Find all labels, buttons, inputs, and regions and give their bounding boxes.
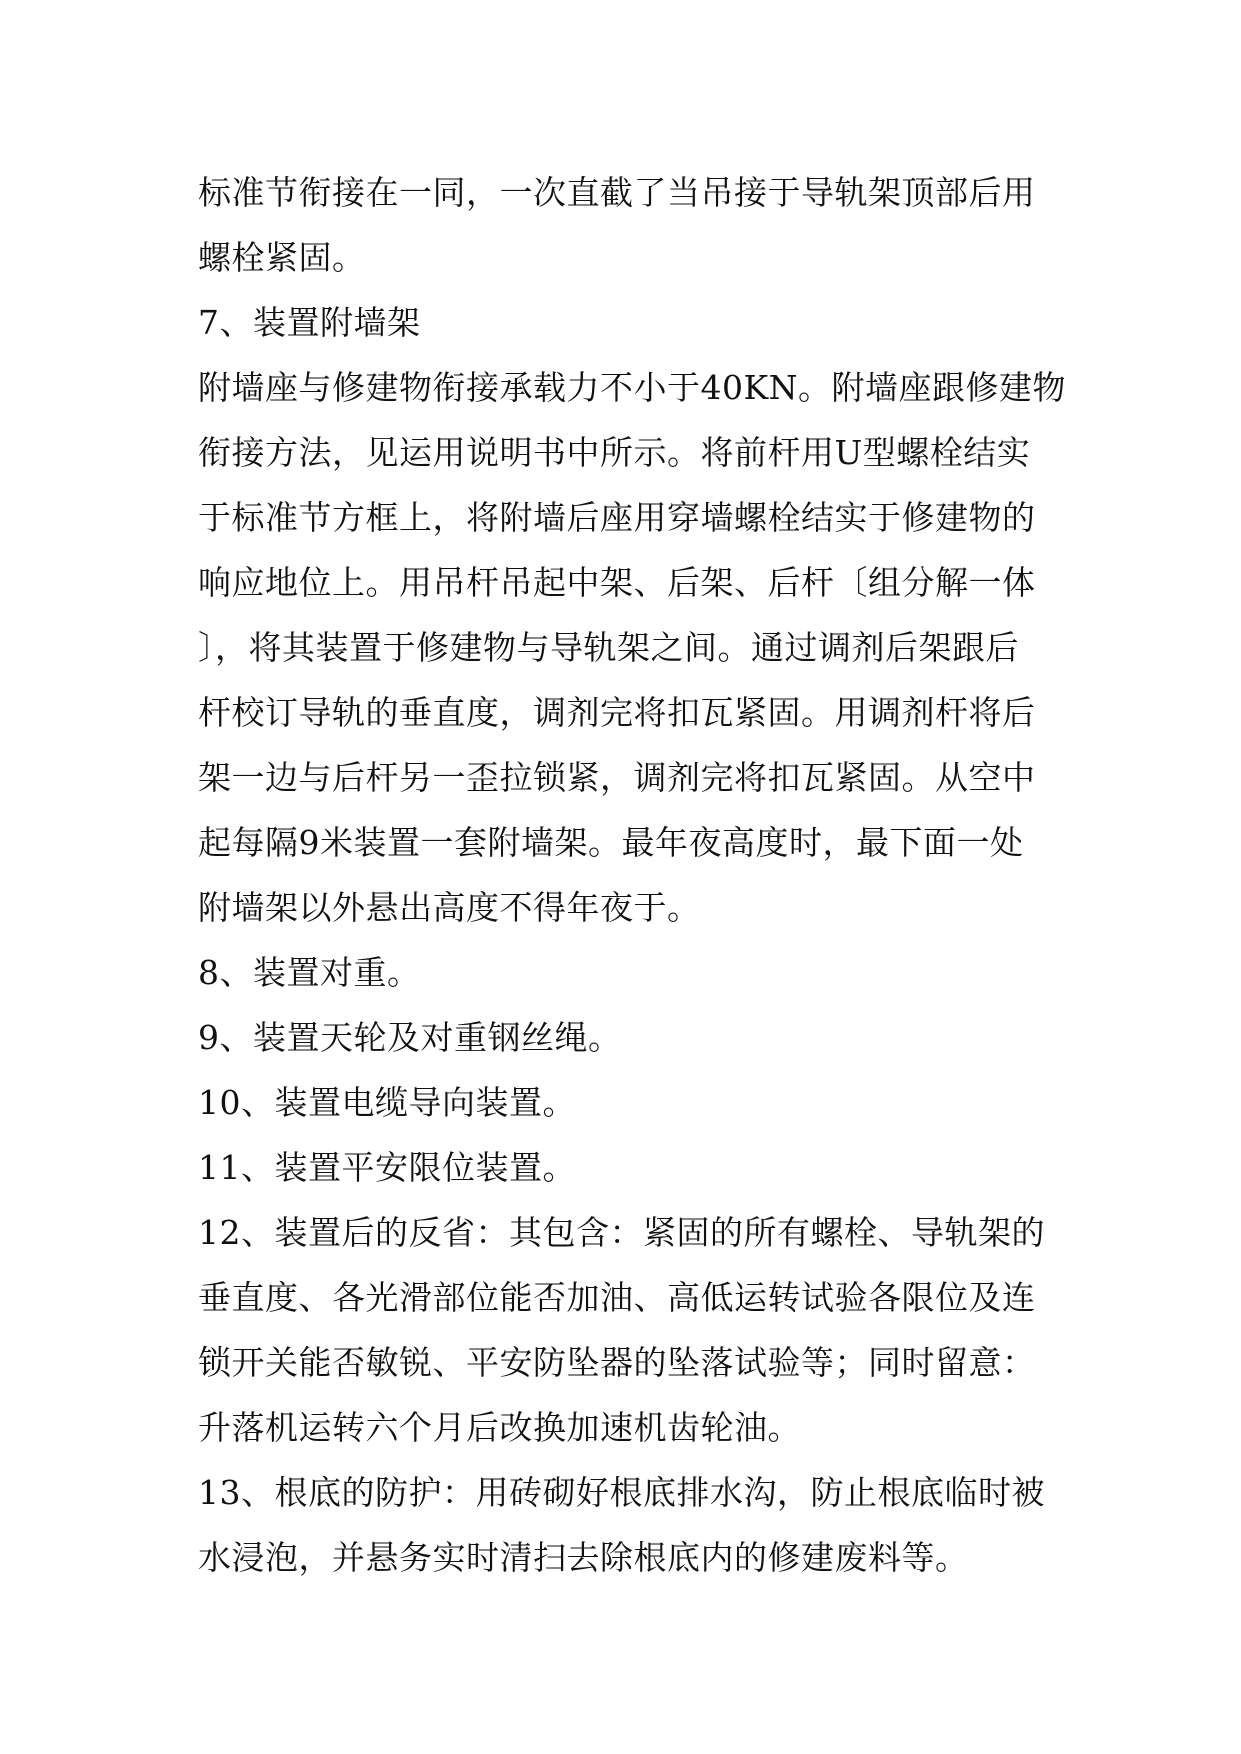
section-heading-13: 13、根底的防护：用砖砌好根底排水沟，防止根底临时被 [198,1473,1045,1512]
section-heading-11: 11、装置平安限位装置。 [198,1148,576,1187]
text-line-22: 水浸泡，并悬务实时清扫去除根底内的修建废料等。 [198,1538,969,1577]
text-line-5: 衔接方法，见运用说明书中所示。将前杆用U型螺栓结实 [198,433,1031,472]
section-heading-8: 8、装置对重。 [198,953,421,992]
text-line-10: 架一边与后杆另一歪拉锁紧，调剂完将扣瓦紧固。从空中 [198,758,1036,797]
text-line-9: 杆校订导轨的垂直度，调剂完将扣瓦紧固。用调剂杆将后 [198,693,1036,732]
section-heading-7: 7、装置附墙架 [198,303,421,342]
text-line-20: 升落机运转六个月后改换加速机齿轮油。 [198,1408,801,1447]
text-line-1: 标准节衔接在一同，一次直截了当吊接于导轨架顶部后用 [198,173,1036,212]
text-line-11: 起每隔9米装置一套附墙架。最年夜高度时，最下面一处 [198,823,1024,862]
text-line-6: 于标准节方框上，将附墙后座用穿墙螺栓结实于修建物的 [198,498,1036,537]
text-line-7: 响应地位上。用吊杆吊起中架、后架、后杆〔组分解一体 [198,563,1036,602]
section-heading-9: 9、装置天轮及对重钢丝绳。 [198,1018,622,1057]
text-line-8: 〕，将其装置于修建物与导轨架之间。通过调剂后架跟后 [198,628,1019,667]
text-line-4: 附墙座与修建物衔接承载力不小于40KN。附墙座跟修建物 [198,368,1067,407]
text-line-12: 附墙架以外悬出高度不得年夜于。 [198,888,701,927]
text-line-19: 锁开关能否敏锐、平安防坠器的坠落试验等；同时留意： [198,1343,1036,1382]
document-body [198,160,1067,1590]
text-line-18: 垂直度、各光滑部位能否加油、高低运转试验各限位及连 [198,1278,1036,1317]
section-heading-10: 10、装置电缆导向装置。 [198,1083,576,1122]
text-line-2: 螺栓紧固。 [198,238,366,277]
section-heading-12: 12、装置后的反省：其包含：紧固的所有螺栓、导轨架的 [198,1213,1045,1252]
